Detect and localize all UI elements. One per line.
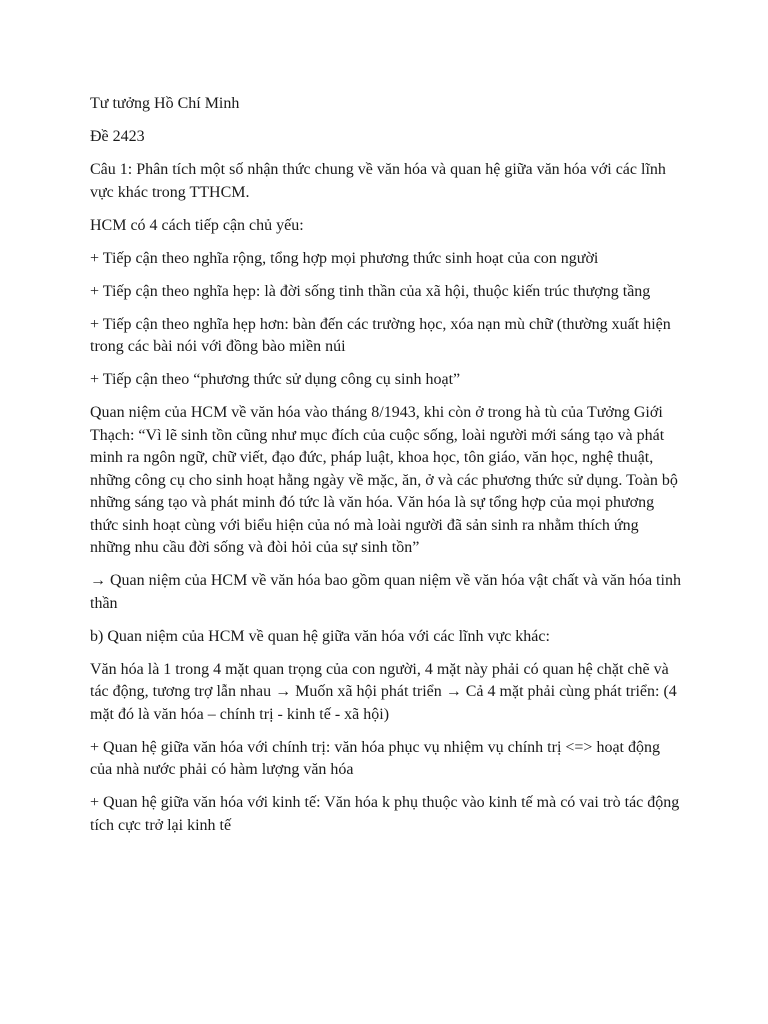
paragraph-four-aspects: Văn hóa là 1 trong 4 mặt quan trọng của con người, 4 mặt này phải có quan hệ chặt chẽ và tác động, tương trợ lẫn nhau → Muốn xã hội phát triển → Cả 4 mặt phải cùng phát triển: (4 mặt đó là văn hóa – chính trị - kinh tế - xã hội) — [90, 660, 677, 723]
bullet-culture-politics: + Quan hệ giữa văn hóa với chính trị: văn hóa phục vụ nhiệm vụ chính trị <=> hoạt động của nhà nước phải có hàm lượng văn hóa — [90, 738, 660, 778]
bullet-culture-economy: + Quan hệ giữa văn hóa với kinh tế: Văn hóa k phụ thuộc vào kinh tế mà có vai trò tác động tích cực trở lại kinh tế — [90, 794, 680, 834]
bullet-approach-tools: + Tiếp cận theo “phương thức sử dụng công cụ sinh hoạt” — [90, 371, 461, 388]
document-title: Tư tưởng Hồ Chí Minh — [90, 95, 240, 112]
paragraph-culture-definition: Quan niệm của HCM về văn hóa vào tháng 8/1943, khi còn ở trong hà tù của Tưởng Giới Thạch: “Vì lẽ sinh tồn cũng như mục đích của cuộc sống, loài người mới sáng tạo và phát minh ra ngôn ngữ, chữ viết, đạo đức, pháp luật, khoa học, tôn giáo, văn học, nghệ thuật, những công cụ cho sinh hoạt hằng ngày về mặc, ăn, ở và các phương thức sử dụng. Toàn bộ những sáng tạo và phát minh đó tức là văn hóa. Văn hóa là sự tổng hợp của mọi phương thức sinh hoạt cùng với biểu hiện của nó mà loài người đã sản sinh ra nhằm thích ứng những nhu cầu đời sống và đòi hỏi của sự sinh tồn” — [90, 404, 678, 556]
exam-code: Đề 2423 — [90, 128, 145, 145]
paragraph-conclusion: → Quan niệm của HCM về văn hóa bao gồm quan niệm về văn hóa vật chất và văn hóa tinh thần — [90, 572, 681, 612]
bullet-approach-broad: + Tiếp cận theo nghĩa rộng, tổng hợp mọi phương thức sinh hoạt của con người — [90, 249, 599, 267]
bullet-approach-narrower: + Tiếp cận theo nghĩa hẹp hơn: bàn đến các trường học, xóa nạn mù chữ (thường xuất hiện trong các bài nói với đồng bào miền núi — [90, 315, 671, 355]
subheading-b: b) Quan niệm của HCM về quan hệ giữa văn hóa với các lĩnh vực khác: — [90, 627, 550, 645]
question-1: Câu 1: Phân tích một số nhận thức chung về văn hóa và quan hệ giữa văn hóa với các lĩnh vực khác trong TTHCM. — [90, 161, 666, 201]
paragraph-approaches-intro: HCM có 4 cách tiếp cận chủ yếu: — [90, 216, 304, 234]
bullet-approach-narrow: + Tiếp cận theo nghĩa hẹp: là đời sống tinh thần của xã hội, thuộc kiến trúc thượng tầng — [90, 282, 651, 300]
document-body — [90, 93, 682, 848]
